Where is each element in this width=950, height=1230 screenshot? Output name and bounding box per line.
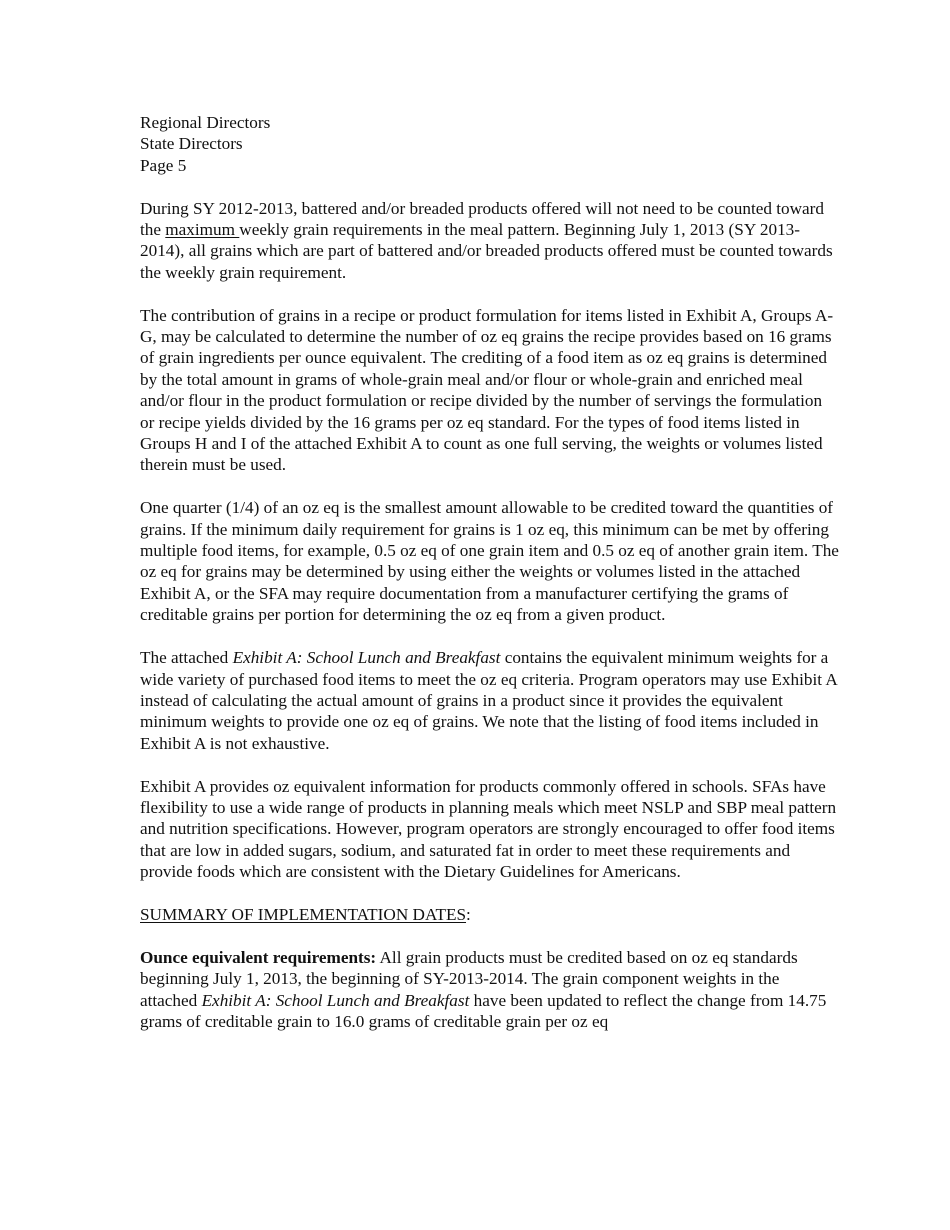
header-page-number: Page 5 bbox=[140, 155, 187, 175]
paragraph-text: During SY 2012-2013, battered and/or breaded products offered will not need to be counted toward the bbox=[140, 198, 824, 240]
paragraph-battered-products bbox=[140, 198, 840, 284]
summary-heading bbox=[140, 904, 840, 925]
exhibit-title-italic: Exhibit A: School Lunch and Breakfast bbox=[232, 648, 501, 668]
paragraph-grain-contribution: The contribution of grains in a recipe or product formulation for items listed in Exhibit A, Groups A-G, may be calculated to determine the number of oz eq grains the recipe provides based on 16 grams of grain ingredients per ounce equivalent. The crediting of a food item as oz eq grains is determined by the total amount in grams of whole-grain meal and/or flour or whole-grain and enriched meal and/or flour in the product formulation or recipe divided by the number of servings the formulation or recipe yields divided by the 16 grams per oz eq standard. For the types of food items listed in Groups H and I of the attached Exhibit A to count as one full serving, the weights or volumes listed therein must be used. bbox=[140, 305, 834, 475]
header-recipient-regional: Regional Directors bbox=[140, 113, 271, 132]
document-page bbox=[140, 112, 840, 1054]
paragraph-ounce-equivalent-requirements bbox=[140, 947, 840, 1033]
summary-heading-colon: : bbox=[466, 904, 471, 924]
bold-lead-in: Ounce equivalent requirements: bbox=[140, 947, 377, 967]
underlined-maximum: maximum bbox=[165, 220, 240, 240]
header-recipient-state: State Directors bbox=[140, 134, 243, 154]
paragraph-quarter-oz-eq: One quarter (1/4) of an oz eq is the smallest amount allowable to be credited toward the quantities of grains. If the minimum daily requirement for grains is 1 oz eq, this minimum can be met by offering multiple food items, for example, 0.5 oz eq of one grain item and 0.5 oz eq of another grain item. The oz eq for grains may be determined by using either the weights or volumes listed in the attached Exhibit A, or the SFA may require documentation from a manufacturer certifying the grams of creditable grains per portion for determining the oz eq from a given product. bbox=[140, 498, 839, 625]
paragraph-text: All grain products must be credited based on oz eq standards beginning July 1, 2013, the beginning of SY-2013-2014. The grain component weights in the attached bbox=[140, 947, 798, 1010]
letter-header bbox=[140, 112, 840, 176]
paragraph-text: contains the equivalent minimum weights for a wide variety of purchased food items to meet the oz eq criteria. Program operators may use Exhibit A instead of calculating the actual amount of grains in a product since it provides the equivalent minimum weights to provide one oz eq of grains. We note that the listing of food items included in Exhibit A is not exhaustive. bbox=[140, 648, 837, 753]
paragraph-exhibit-a-weights bbox=[140, 647, 840, 754]
summary-heading-text: SUMMARY OF IMPLEMENTATION DATES bbox=[140, 904, 467, 924]
paragraph-text: weekly grain requirements in the meal pattern. Beginning July 1, 2013 (SY 2013-2014), all grains which are part of battered and/or breaded products offered must be counted towards the weekly grain requirement. bbox=[140, 220, 833, 282]
paragraph-text: The attached bbox=[140, 648, 233, 668]
paragraph-text: have been updated to reflect the change from 14.75 grams of creditable grain to 16.0 grams of creditable grain per oz eq bbox=[140, 990, 827, 1031]
paragraph-exhibit-a-info: Exhibit A provides oz equivalent information for products commonly offered in schools. SFAs have flexibility to use a wide range of products in planning meals which meet NSLP and SBP meal pattern and nutrition specifications. However, program operators are strongly encouraged to offer food items that are low in added sugars, sodium, and saturated fat in order to meet these requirements and provide foods which are consistent with the Dietary Guidelines for Americans. bbox=[140, 776, 837, 882]
exhibit-title-italic: Exhibit A: School Lunch and Breakfast bbox=[201, 990, 470, 1010]
